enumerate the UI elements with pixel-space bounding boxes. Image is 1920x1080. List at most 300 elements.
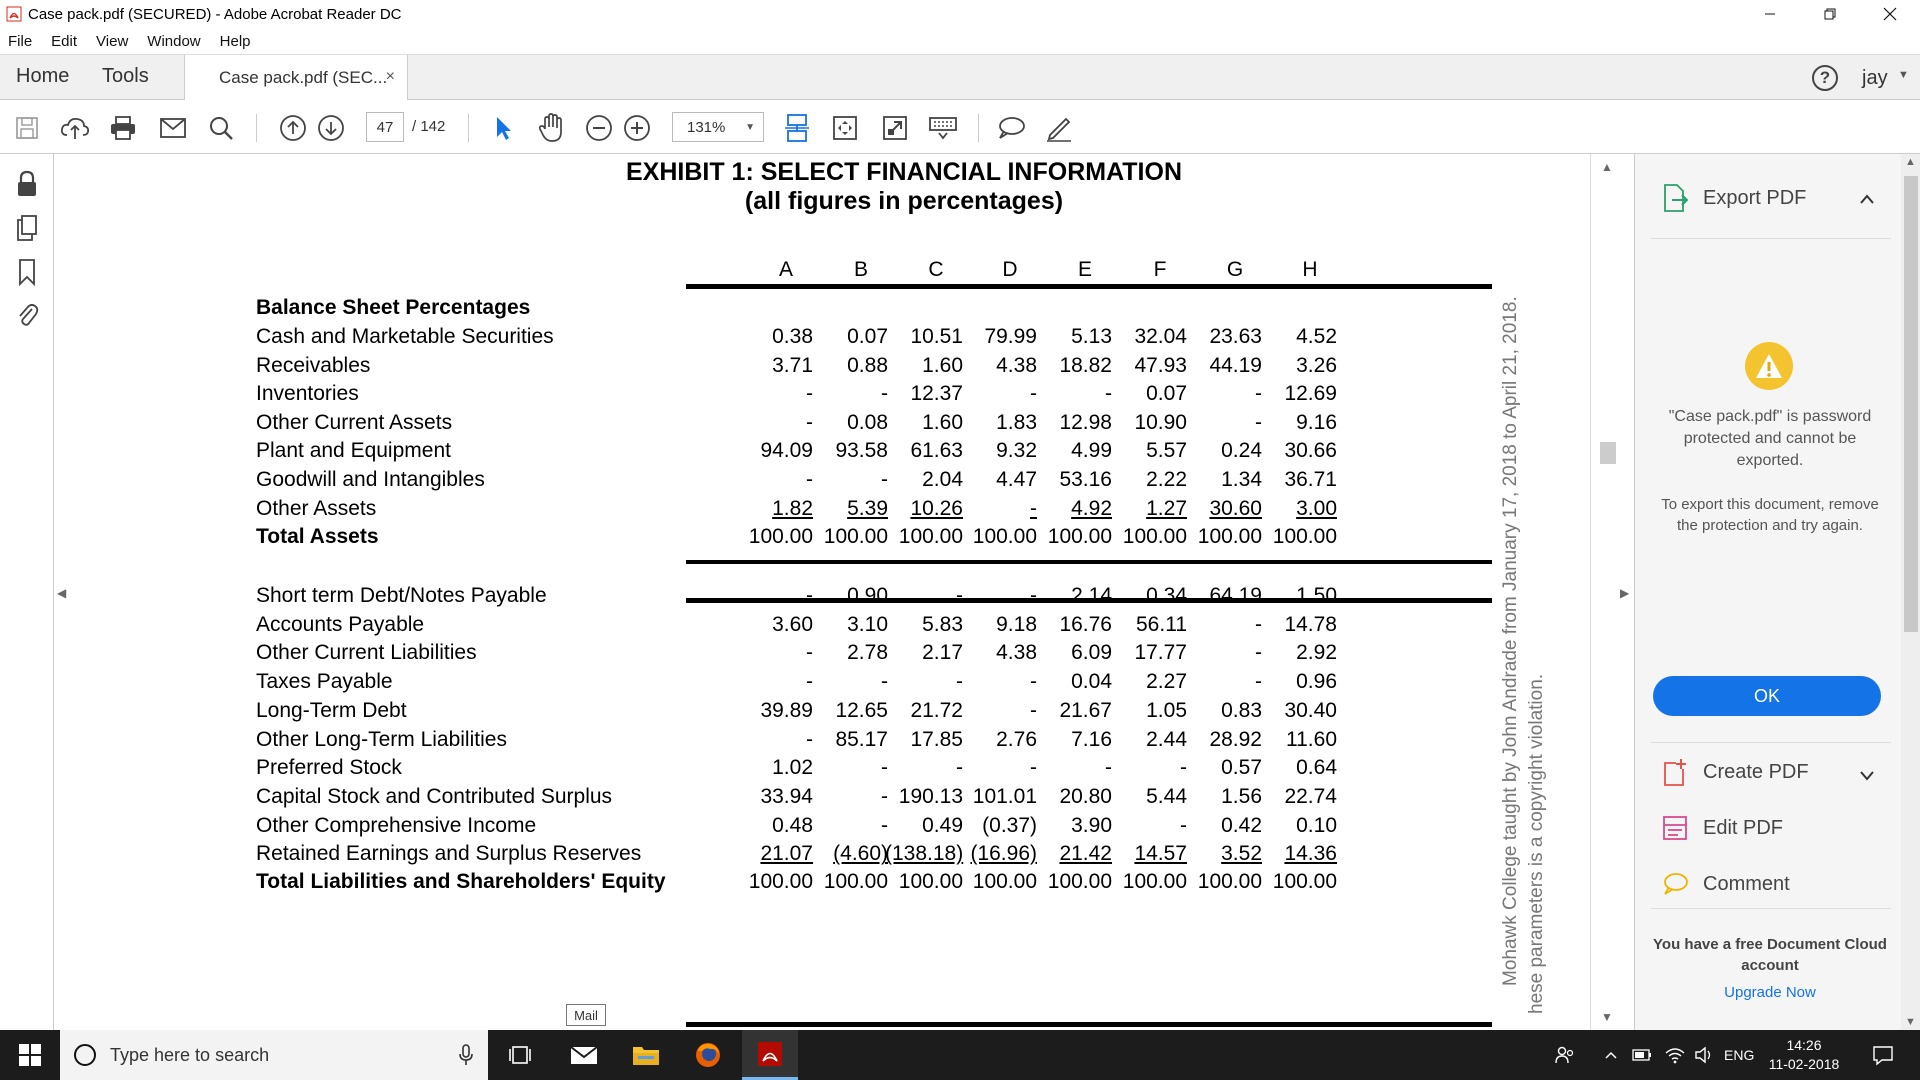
table-row — [256, 728, 1496, 756]
row-label: Total Assets — [256, 525, 379, 548]
cell-c: 21.72 — [910, 698, 963, 722]
print-button[interactable] — [108, 113, 138, 143]
save-button[interactable] — [12, 113, 42, 143]
cell-e: 0.04 — [1071, 670, 1112, 694]
table-row — [256, 525, 1496, 553]
tools-pane — [1634, 154, 1920, 1030]
cell-g: - — [1255, 410, 1262, 434]
cell-h: 0.96 — [1296, 670, 1337, 694]
row-label: Plant and Equipment — [256, 439, 451, 463]
cell-g: 44.19 — [1209, 353, 1262, 377]
cell-g: 0.24 — [1221, 439, 1262, 463]
row-label: Goodwill and Intangibles — [256, 468, 485, 491]
cell-c: 17.85 — [910, 727, 963, 751]
cell-b: 12.65 — [835, 698, 888, 722]
zoom-in-button[interactable] — [622, 113, 652, 143]
cell-b: - — [881, 468, 888, 491]
cell-b: 0.90 — [847, 584, 888, 607]
cell-b: 2.78 — [847, 641, 888, 665]
cell-f: - — [1180, 756, 1187, 780]
ok-button[interactable]: OK — [1653, 676, 1881, 716]
people-icon[interactable] — [1554, 1030, 1576, 1080]
table-row — [256, 325, 1496, 353]
cell-a: - — [806, 670, 813, 694]
exhibit-title-line2: (all figures in percentages) — [744, 187, 1064, 215]
row-label: Other Current Assets — [256, 410, 453, 434]
zoom-out-icon — [585, 114, 613, 142]
cell-b: 85.17 — [835, 727, 888, 751]
cell-h: 22.74 — [1284, 784, 1337, 808]
page-number-input[interactable]: 47 — [366, 112, 404, 142]
print-icon — [109, 115, 137, 141]
email-button[interactable] — [158, 113, 188, 143]
create-pdf-tool[interactable] — [1661, 758, 1809, 786]
cell-e: 6.09 — [1071, 641, 1112, 665]
menu-window[interactable]: Window — [147, 32, 201, 50]
cell-f: 0.07 — [1146, 382, 1187, 406]
cell-d: 100.00 — [972, 525, 1037, 548]
cell-a: 1.02 — [772, 756, 813, 780]
cell-b: - — [881, 382, 888, 406]
row-label: Retained Earnings and Surplus Reserves — [256, 842, 642, 866]
cell-b: 0.07 — [847, 325, 888, 348]
acrobat-app-icon — [6, 6, 22, 22]
search-icon — [208, 115, 234, 141]
cell-e: 100.00 — [1047, 525, 1112, 548]
cell-c: 1.60 — [922, 353, 963, 377]
cell-f: 5.44 — [1146, 784, 1187, 808]
lock-icon — [16, 170, 38, 198]
row-label: Preferred Stock — [256, 756, 402, 780]
security-button[interactable] — [13, 170, 41, 198]
zoom-level-value: 131% — [687, 118, 726, 136]
table-row — [256, 870, 1496, 898]
assets-subtotal-rule — [686, 560, 1492, 564]
cell-d: - — [1030, 756, 1037, 780]
cell-e: 7.16 — [1071, 727, 1112, 751]
cell-b: 93.58 — [835, 439, 888, 463]
exhibit-title-line1: EXHIBIT 1: SELECT FINANCIAL INFORMATION — [625, 158, 1183, 186]
cell-h: 14.78 — [1284, 612, 1337, 636]
cell-b: - — [881, 813, 888, 837]
cell-g: 0.57 — [1221, 756, 1262, 780]
cell-e: 20.80 — [1059, 784, 1112, 808]
toolbar-separator — [468, 114, 469, 142]
column-header-h: H — [1302, 258, 1318, 281]
window-controls — [1740, 0, 1920, 28]
cell-d: 2.76 — [996, 727, 1037, 751]
cell-h: 30.40 — [1284, 698, 1337, 722]
menu-view[interactable]: View — [96, 32, 129, 50]
restore-button[interactable] — [1800, 0, 1860, 28]
menu-bar — [0, 28, 1920, 54]
edit-pdf-label: Edit PDF — [1703, 816, 1784, 839]
table-row — [256, 641, 1496, 669]
chevron-up-icon — [1604, 1050, 1618, 1060]
cell-c: 1.60 — [922, 410, 963, 434]
arrow-up-circle-icon — [279, 114, 307, 142]
row-label: Cash and Marketable Securities — [256, 325, 554, 348]
row-label: Receivables — [256, 353, 371, 377]
cell-f: 1.27 — [1146, 496, 1187, 520]
mail-tooltip: Mail — [566, 1004, 606, 1026]
close-window-button[interactable] — [1860, 0, 1920, 28]
volume-icon[interactable] — [1694, 1030, 1714, 1080]
cell-a: - — [806, 584, 813, 607]
row-label: Other Long-Term Liabilities — [256, 727, 507, 751]
cell-h: 100.00 — [1272, 870, 1337, 893]
mail-icon — [159, 117, 187, 139]
find-button[interactable] — [206, 113, 236, 143]
create-pdf-label: Create PDF — [1703, 760, 1809, 783]
cell-f: 14.57 — [1134, 842, 1187, 866]
next-page-button[interactable] — [316, 113, 346, 143]
cell-f: 100.00 — [1122, 870, 1187, 893]
cell-e: 5.13 — [1071, 325, 1112, 348]
create-pdf-icon — [1661, 758, 1689, 786]
wifi-icon[interactable] — [1664, 1030, 1686, 1080]
action-center-button[interactable] — [1872, 1030, 1894, 1080]
cell-c: - — [956, 670, 963, 694]
start-button[interactable] — [0, 1030, 60, 1080]
liabilities-total-rule — [686, 1022, 1492, 1027]
cell-c: (138.18) — [885, 842, 964, 866]
select-tool-button[interactable] — [488, 113, 518, 143]
cell-h: 11.60 — [1286, 727, 1337, 751]
tab-home[interactable]: Home — [16, 65, 70, 87]
export-pdf-label: Export PDF — [1703, 186, 1807, 209]
cell-a: - — [806, 382, 813, 406]
cell-e: 21.67 — [1059, 698, 1112, 722]
scroll-up-icon[interactable]: ▲ — [1905, 156, 1916, 168]
cell-g: 0.83 — [1221, 698, 1262, 722]
table-row — [256, 497, 1496, 525]
row-label: Accounts Payable — [256, 612, 425, 636]
table-row — [256, 439, 1496, 467]
document-view[interactable] — [70, 154, 1590, 1030]
cell-g: 3.52 — [1221, 842, 1262, 866]
cell-d: - — [1030, 670, 1037, 694]
search-placeholder: Type here to search — [110, 1044, 270, 1065]
hand-icon — [537, 113, 565, 143]
document-scrollbar[interactable] — [1590, 154, 1622, 1030]
cell-d: (16.96) — [970, 842, 1037, 866]
cell-d: - — [1030, 382, 1037, 406]
table-row — [256, 382, 1496, 410]
acrobat-reader-icon — [757, 1041, 783, 1067]
cell-d: - — [1030, 496, 1037, 520]
cell-c: 2.04 — [922, 468, 963, 491]
cell-h: 100.00 — [1272, 525, 1337, 548]
bookmark-icon — [17, 258, 37, 286]
column-header-b: B — [853, 258, 868, 281]
cell-g: 28.92 — [1209, 727, 1262, 751]
cell-c: 2.17 — [922, 641, 963, 665]
edit-pdf-tool[interactable] — [1661, 814, 1783, 842]
cell-e: - — [1105, 756, 1112, 780]
scroll-down-icon[interactable]: ▼ — [1601, 1010, 1613, 1024]
cell-b: 5.39 — [847, 496, 888, 520]
cell-f: - — [1180, 813, 1187, 837]
sign-tool-button[interactable] — [1044, 113, 1074, 143]
comment-tool[interactable] — [1661, 870, 1790, 898]
cell-a: 3.71 — [772, 353, 813, 377]
scroll-mode-icon — [784, 113, 810, 143]
cell-g: - — [1255, 670, 1262, 694]
mail-app-icon — [570, 1044, 598, 1066]
cell-g: 64.19 — [1209, 584, 1262, 607]
cell-b: 100.00 — [823, 525, 888, 548]
tab-close-button[interactable]: × — [385, 68, 395, 85]
cell-h: 4.52 — [1296, 325, 1337, 348]
table-row — [256, 584, 1496, 612]
cell-g: 100.00 — [1197, 525, 1262, 548]
windows-taskbar — [0, 1030, 1920, 1080]
menu-file[interactable]: File — [8, 32, 33, 50]
cell-h: 1.50 — [1296, 584, 1337, 607]
watermark-line1: Mohawk College taught by John Andrade from January 17, 2018 to April 21, 2018. — [1500, 296, 1521, 986]
page-total: / 142 — [412, 118, 446, 135]
input-language[interactable]: ENG — [1724, 1047, 1755, 1063]
upgrade-now-link[interactable]: Upgrade Now — [1724, 984, 1816, 1001]
cell-a: 3.60 — [772, 612, 813, 636]
cell-h: 14.36 — [1284, 842, 1337, 866]
cell-c: - — [956, 584, 963, 607]
task-view-icon — [508, 1044, 532, 1066]
comment-icon — [996, 115, 1026, 141]
cell-a: - — [806, 410, 813, 434]
windows-logo-icon — [19, 1044, 41, 1066]
cell-d: 4.47 — [996, 468, 1037, 491]
system-clock[interactable] — [1762, 1036, 1846, 1074]
clock-date: 11-02-2018 — [1768, 1056, 1840, 1072]
full-screen-button[interactable] — [880, 113, 910, 143]
table-row — [256, 354, 1496, 382]
upload-button[interactable] — [60, 113, 90, 143]
row-label: Short term Debt/Notes Payable — [256, 584, 547, 607]
tab-document[interactable] — [184, 55, 408, 101]
tools-pane-scrollbar[interactable] — [1901, 154, 1920, 1030]
cell-d: 79.99 — [984, 325, 1037, 348]
user-account[interactable]: jay — [1862, 67, 1888, 89]
column-header-d: D — [1002, 258, 1018, 281]
table-row — [256, 785, 1496, 813]
row-label: Inventories — [256, 382, 359, 406]
cell-f: 17.77 — [1134, 641, 1187, 665]
cell-d: 9.18 — [996, 612, 1037, 636]
minimize-button[interactable] — [1740, 0, 1800, 28]
row-label: Other Comprehensive Income — [256, 813, 537, 837]
table-row — [256, 411, 1496, 439]
zoom-out-button[interactable] — [584, 113, 614, 143]
cell-f: 47.93 — [1134, 353, 1187, 377]
cell-g: 100.00 — [1197, 870, 1262, 893]
row-label: Capital Stock and Contributed Surplus — [256, 784, 613, 808]
cell-f: 1.05 — [1146, 698, 1187, 722]
cell-a: 33.94 — [760, 784, 813, 808]
cursor-arrow-icon — [492, 115, 514, 141]
table-row — [256, 814, 1496, 842]
cell-e: 4.99 — [1071, 439, 1112, 463]
cell-f: 0.34 — [1146, 584, 1187, 607]
export-instruction-message: To export this document, remove the protection and try again. — [1661, 496, 1879, 534]
chevron-down-icon: ▼ — [745, 122, 755, 133]
full-screen-icon — [882, 115, 908, 141]
row-label: Other Current Liabilities — [256, 641, 477, 665]
scroll-thumb[interactable] — [1904, 176, 1918, 632]
cell-f: 2.22 — [1146, 468, 1187, 491]
tab-document-label: Case pack.pdf (SEC... — [219, 68, 388, 87]
zoom-level-select[interactable] — [672, 112, 764, 142]
cell-g: - — [1255, 641, 1262, 665]
cell-d: (0.37) — [982, 813, 1037, 837]
cell-f: 2.44 — [1146, 727, 1187, 751]
pen-icon — [1044, 114, 1074, 142]
column-header-e: E — [1077, 258, 1092, 281]
cell-d: 4.38 — [996, 353, 1037, 377]
cell-a: 39.89 — [760, 698, 813, 722]
cell-g: - — [1255, 382, 1262, 406]
table-row — [256, 670, 1496, 698]
table-row — [256, 699, 1496, 727]
page-thumbnails-button[interactable] — [13, 214, 41, 242]
show-hidden-icons[interactable] — [1604, 1030, 1618, 1080]
cell-d: 101.01 — [972, 784, 1037, 808]
cell-h: 36.71 — [1284, 468, 1337, 491]
cell-d: - — [1030, 698, 1037, 722]
cell-b: (4.60) — [833, 842, 888, 866]
tab-tools[interactable]: Tools — [102, 65, 149, 87]
comment-bubble-icon — [1661, 870, 1689, 898]
comment-tool-button[interactable] — [996, 113, 1026, 143]
cell-g: 23.63 — [1209, 325, 1262, 348]
keyboard-button[interactable] — [928, 113, 958, 143]
taskbar-mail[interactable] — [556, 1030, 612, 1080]
cloud-upload-icon — [60, 115, 90, 141]
folder-icon — [632, 1043, 660, 1067]
cell-f: 32.04 — [1134, 325, 1187, 348]
scroll-up-icon[interactable]: ▲ — [1601, 160, 1613, 174]
cortana-icon — [74, 1044, 96, 1066]
user-caret-icon[interactable]: ▼ — [1898, 69, 1909, 81]
export-error-message: "Case pack.pdf" is password protected and cannot be exported. — [1668, 408, 1872, 469]
tab-bar — [0, 54, 1920, 100]
cell-a: 1.82 — [772, 496, 813, 520]
cell-a: - — [806, 727, 813, 751]
cell-a: 0.48 — [772, 813, 813, 837]
attachments-button[interactable] — [13, 300, 41, 328]
scroll-thumb[interactable] — [1600, 442, 1616, 464]
paperclip-icon — [15, 300, 39, 328]
cell-b: - — [881, 784, 888, 808]
window-title: Case pack.pdf (SECURED) - Adobe Acrobat Reader DC — [28, 5, 402, 23]
edit-pdf-icon — [1661, 814, 1689, 842]
previous-page-button[interactable] — [278, 113, 308, 143]
cell-d: 1.83 — [996, 410, 1037, 434]
expand-right-pane-icon[interactable]: ▶ — [1620, 586, 1630, 600]
cell-d: 100.00 — [972, 870, 1037, 893]
cell-e: 53.16 — [1059, 468, 1112, 491]
table-row — [256, 842, 1496, 870]
cell-f: 56.11 — [1136, 612, 1187, 636]
cell-a: - — [806, 468, 813, 491]
column-header-f: F — [1153, 258, 1167, 281]
warning-icon — [1745, 342, 1793, 390]
cell-c: 100.00 — [898, 870, 963, 893]
close-icon — [1883, 7, 1897, 21]
bookmarks-button[interactable] — [13, 258, 41, 286]
cell-g: 1.56 — [1221, 784, 1262, 808]
collapse-left-pane-icon[interactable]: ◀ — [57, 586, 67, 600]
cell-e: 18.82 — [1059, 353, 1112, 377]
export-pdf-tool[interactable] — [1661, 184, 1806, 212]
cell-c: 10.51 — [910, 325, 963, 348]
cell-h: 3.00 — [1296, 496, 1337, 520]
cell-c: 100.00 — [898, 525, 963, 548]
cell-a: 100.00 — [748, 525, 813, 548]
cell-b: - — [881, 756, 888, 780]
panel-divider — [1651, 908, 1891, 909]
cell-f: 10.90 — [1134, 410, 1187, 434]
cell-e: 16.76 — [1059, 612, 1112, 636]
fit-page-icon — [832, 115, 858, 141]
watermark-line2: hese parameters is a copyright violation. — [1526, 673, 1547, 1014]
scroll-down-icon[interactable]: ▼ — [1905, 1016, 1916, 1028]
menu-help[interactable]: Help — [219, 32, 251, 50]
cell-c: 5.83 — [922, 612, 963, 636]
fit-page-button[interactable] — [830, 113, 860, 143]
section-title-balance-sheet: Balance Sheet Percentages — [256, 296, 531, 319]
task-view-button[interactable] — [492, 1030, 548, 1080]
toolbar-separator — [256, 114, 257, 142]
cell-e: 21.42 — [1059, 842, 1112, 866]
help-icon[interactable]: ? — [1812, 65, 1838, 91]
cell-b: 100.00 — [823, 870, 888, 893]
cell-h: 30.66 — [1284, 439, 1337, 463]
taskbar-firefox[interactable] — [680, 1030, 736, 1080]
cell-b: 0.88 — [847, 353, 888, 377]
save-icon — [14, 115, 40, 141]
column-header-c: C — [928, 258, 944, 281]
scrolling-mode-button[interactable] — [782, 113, 812, 143]
chevron-up-icon[interactable] — [1859, 192, 1875, 210]
taskbar-search-box[interactable] — [60, 1030, 488, 1080]
comment-label: Comment — [1703, 872, 1790, 895]
chevron-down-icon[interactable] — [1859, 768, 1875, 786]
cell-e: 3.90 — [1071, 813, 1112, 837]
cell-c: 190.13 — [898, 784, 963, 808]
cell-e: - — [1105, 382, 1112, 406]
toolbar-separator — [978, 114, 979, 142]
toolbar — [0, 100, 1920, 154]
battery-icon[interactable] — [1632, 1030, 1652, 1080]
cell-a: 0.38 — [772, 325, 813, 348]
taskbar-acrobat-reader[interactable] — [742, 1030, 798, 1080]
taskbar-file-explorer[interactable] — [618, 1030, 674, 1080]
cell-h: 3.26 — [1296, 353, 1337, 377]
cell-a: 94.09 — [760, 439, 813, 463]
cell-h: 2.92 — [1296, 641, 1337, 665]
cell-d: - — [1030, 584, 1037, 607]
cell-c: 10.26 — [910, 496, 963, 520]
panel-divider — [1651, 238, 1891, 239]
cell-f: 5.57 — [1146, 439, 1187, 463]
menu-edit[interactable]: Edit — [51, 32, 78, 50]
microphone-icon[interactable] — [458, 1044, 474, 1066]
table-row — [256, 468, 1496, 496]
hand-tool-button[interactable] — [536, 113, 566, 143]
exhibit-title — [556, 158, 1252, 216]
